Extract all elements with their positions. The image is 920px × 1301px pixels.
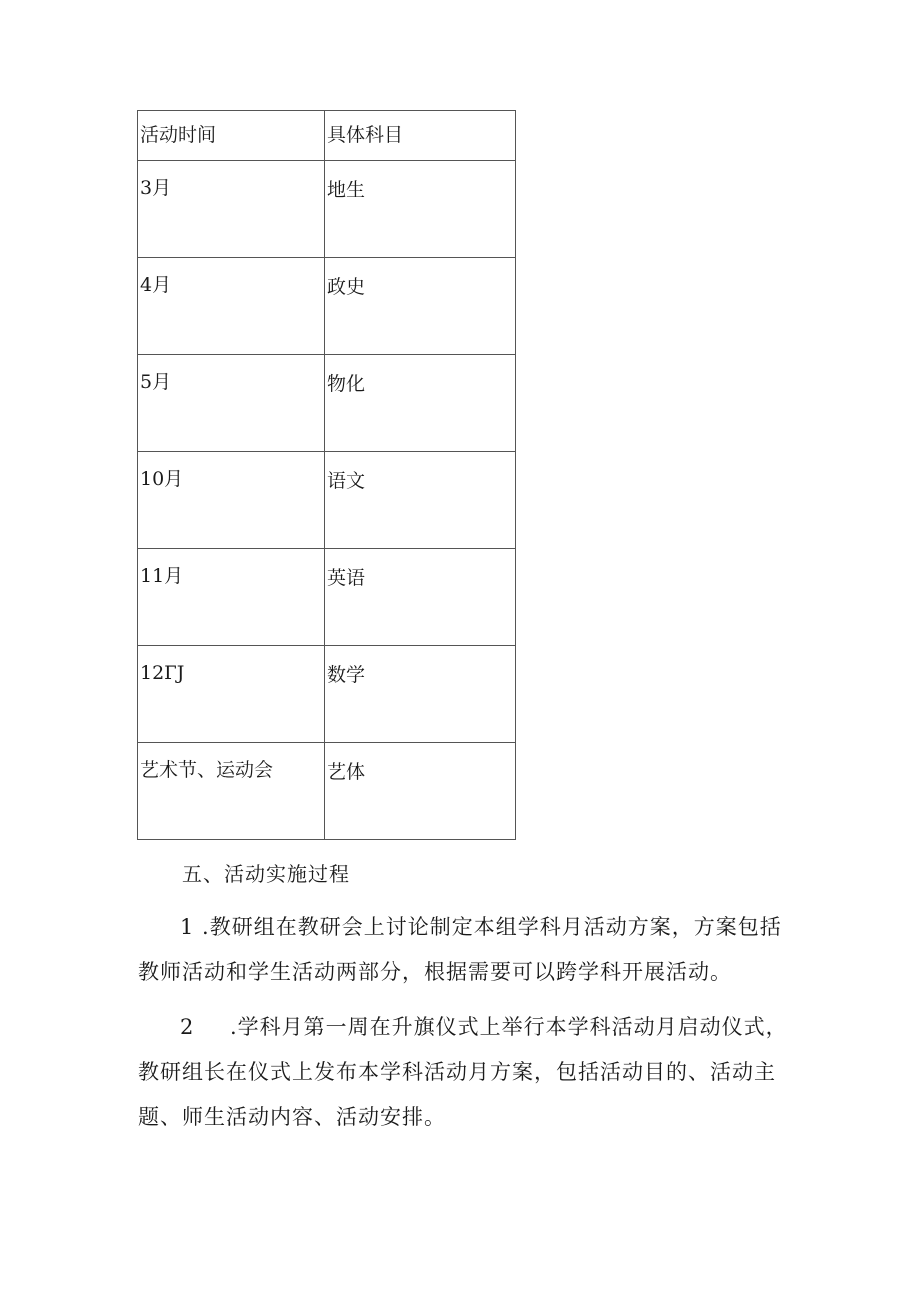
subject-cell [325,549,516,646]
table-row [138,452,516,549]
subject-cell [325,646,516,743]
paragraph-2-text: .学科月第一周在升旗仪式上举行本学科活动月启动仪式，教研组长在仪式上发布本学科活动月方案，包括活动目的、活动主题、师生活动内容、活动安排。 [138,1015,788,1129]
subject-label: 物化 [327,373,366,395]
subject-label: 政史 [327,276,366,298]
table-row [138,743,516,840]
time-label: 艺术节、运动会 [140,759,274,781]
table-row [138,355,516,452]
subject-cell [325,355,516,452]
table-row [138,161,516,258]
subject-cell [325,258,516,355]
time-cell [138,743,325,840]
subject-label: 艺体 [327,761,366,783]
paragraph-2 [138,1005,788,1140]
time-label: 4月 [140,274,172,296]
time-label: 3月 [140,177,172,199]
time-label: 5月 [140,371,172,393]
table-header-row [138,111,516,161]
paragraph-1: 1 .教研组在教研会上讨论制定本组学科月活动方案，方案包括教师活动和学生活动两部分，根据需要可以跨学科开展活动。 [138,915,782,984]
table-row [138,646,516,743]
time-label: 10月 [140,468,184,490]
time-cell [138,161,325,258]
table-row [138,549,516,646]
time-cell [138,355,325,452]
header-cell-subject [325,111,516,161]
time-label: 12ГJ [140,662,185,684]
subject-label: 语文 [327,470,366,492]
time-cell [138,646,325,743]
subject-label: 数学 [327,664,366,686]
subject-cell [325,743,516,840]
subject-label: 英语 [327,567,366,589]
header-cell-time [138,111,325,161]
subject-cell [325,161,516,258]
time-cell [138,258,325,355]
header-time-label: 活动时间 [140,124,217,146]
activity-schedule-table [137,110,516,840]
time-cell [138,452,325,549]
subject-label: 地生 [327,179,366,201]
section-heading: 五、活动实施过程 [182,862,350,886]
paragraph-2-number: 2 [180,1015,195,1039]
time-label: 11月 [140,565,184,587]
header-subject-label: 具体科目 [327,124,404,146]
table-row [138,258,516,355]
subject-cell [325,452,516,549]
time-cell [138,549,325,646]
